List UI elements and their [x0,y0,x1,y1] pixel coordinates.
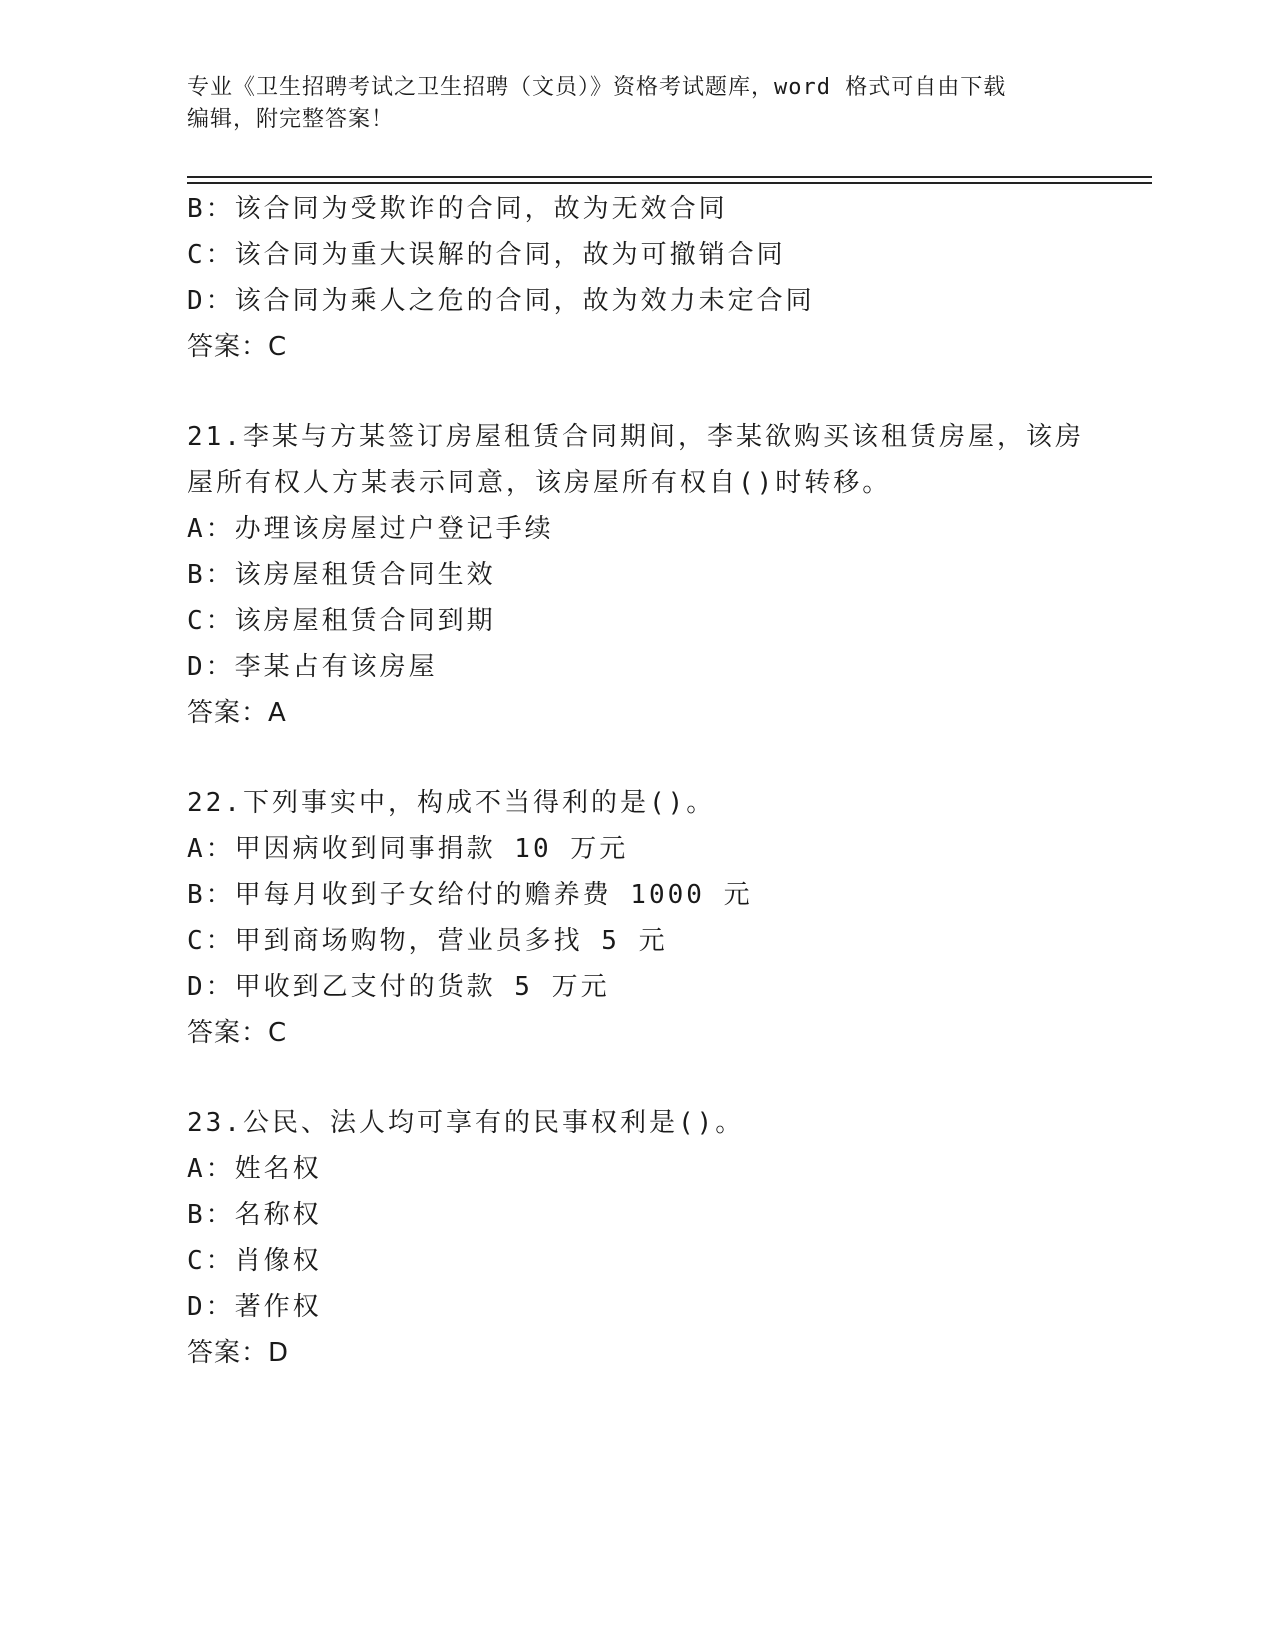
option-d: D：该合同为乘人之危的合同，故为效力未定合同 [187,286,815,316]
question-list [187,186,1147,1376]
header-line-2: 编辑，附完整答案！ [187,107,395,132]
question-stem: 23.公民、法人均可享有的民事权利是()。 [187,1108,745,1138]
document-header [187,72,1087,136]
question-stem: 22.下列事实中，构成不当得利的是()。 [187,788,716,818]
option-a: A：甲因病收到同事捐款 10 万元 [187,834,629,864]
option-b: B：名称权 [187,1200,322,1230]
option-b: B：该房屋租赁合同生效 [187,560,496,590]
question-block-21 [187,414,1147,736]
header-divider-top [187,176,1152,178]
option-c: C：该合同为重大误解的合同，故为可撤销合同 [187,240,786,270]
option-c: C：肖像权 [187,1246,322,1276]
option-c: C：甲到商场购物，营业员多找 5 元 [187,926,668,956]
answer-label: 答案：C [187,332,288,362]
option-a: A：办理该房屋过户登记手续 [187,514,554,544]
question-stem: 21.李某与方某签订房屋租赁合同期间，李某欲购买该租赁房屋，该房 [187,422,1084,452]
question-block-22 [187,780,1147,1056]
option-b: B：该合同为受欺诈的合同，故为无效合同 [187,194,728,224]
answer-label: 答案：C [187,1018,288,1048]
answer-label: 答案：D [187,1338,290,1368]
option-b: B：甲每月收到子女给付的赡养费 1000 元 [187,880,753,910]
answer-label: 答案：A [187,698,287,728]
question-block-continued [187,186,1147,370]
header-line-1: 专业《卫生招聘考试之卫生招聘（文员）》资格考试题库，word 格式可自由下载 [187,75,1007,100]
question-block-23 [187,1100,1147,1376]
option-d: D：甲收到乙支付的货款 5 万元 [187,972,610,1002]
option-d: D：李某占有该房屋 [187,652,438,682]
option-c: C：该房屋租赁合同到期 [187,606,496,636]
option-a: A：姓名权 [187,1154,322,1184]
option-d: D：著作权 [187,1292,322,1322]
question-stem-continued: 屋所有权人方某表示同意，该房屋所有权自()时转移。 [187,468,892,498]
header-divider-bottom [187,182,1152,184]
